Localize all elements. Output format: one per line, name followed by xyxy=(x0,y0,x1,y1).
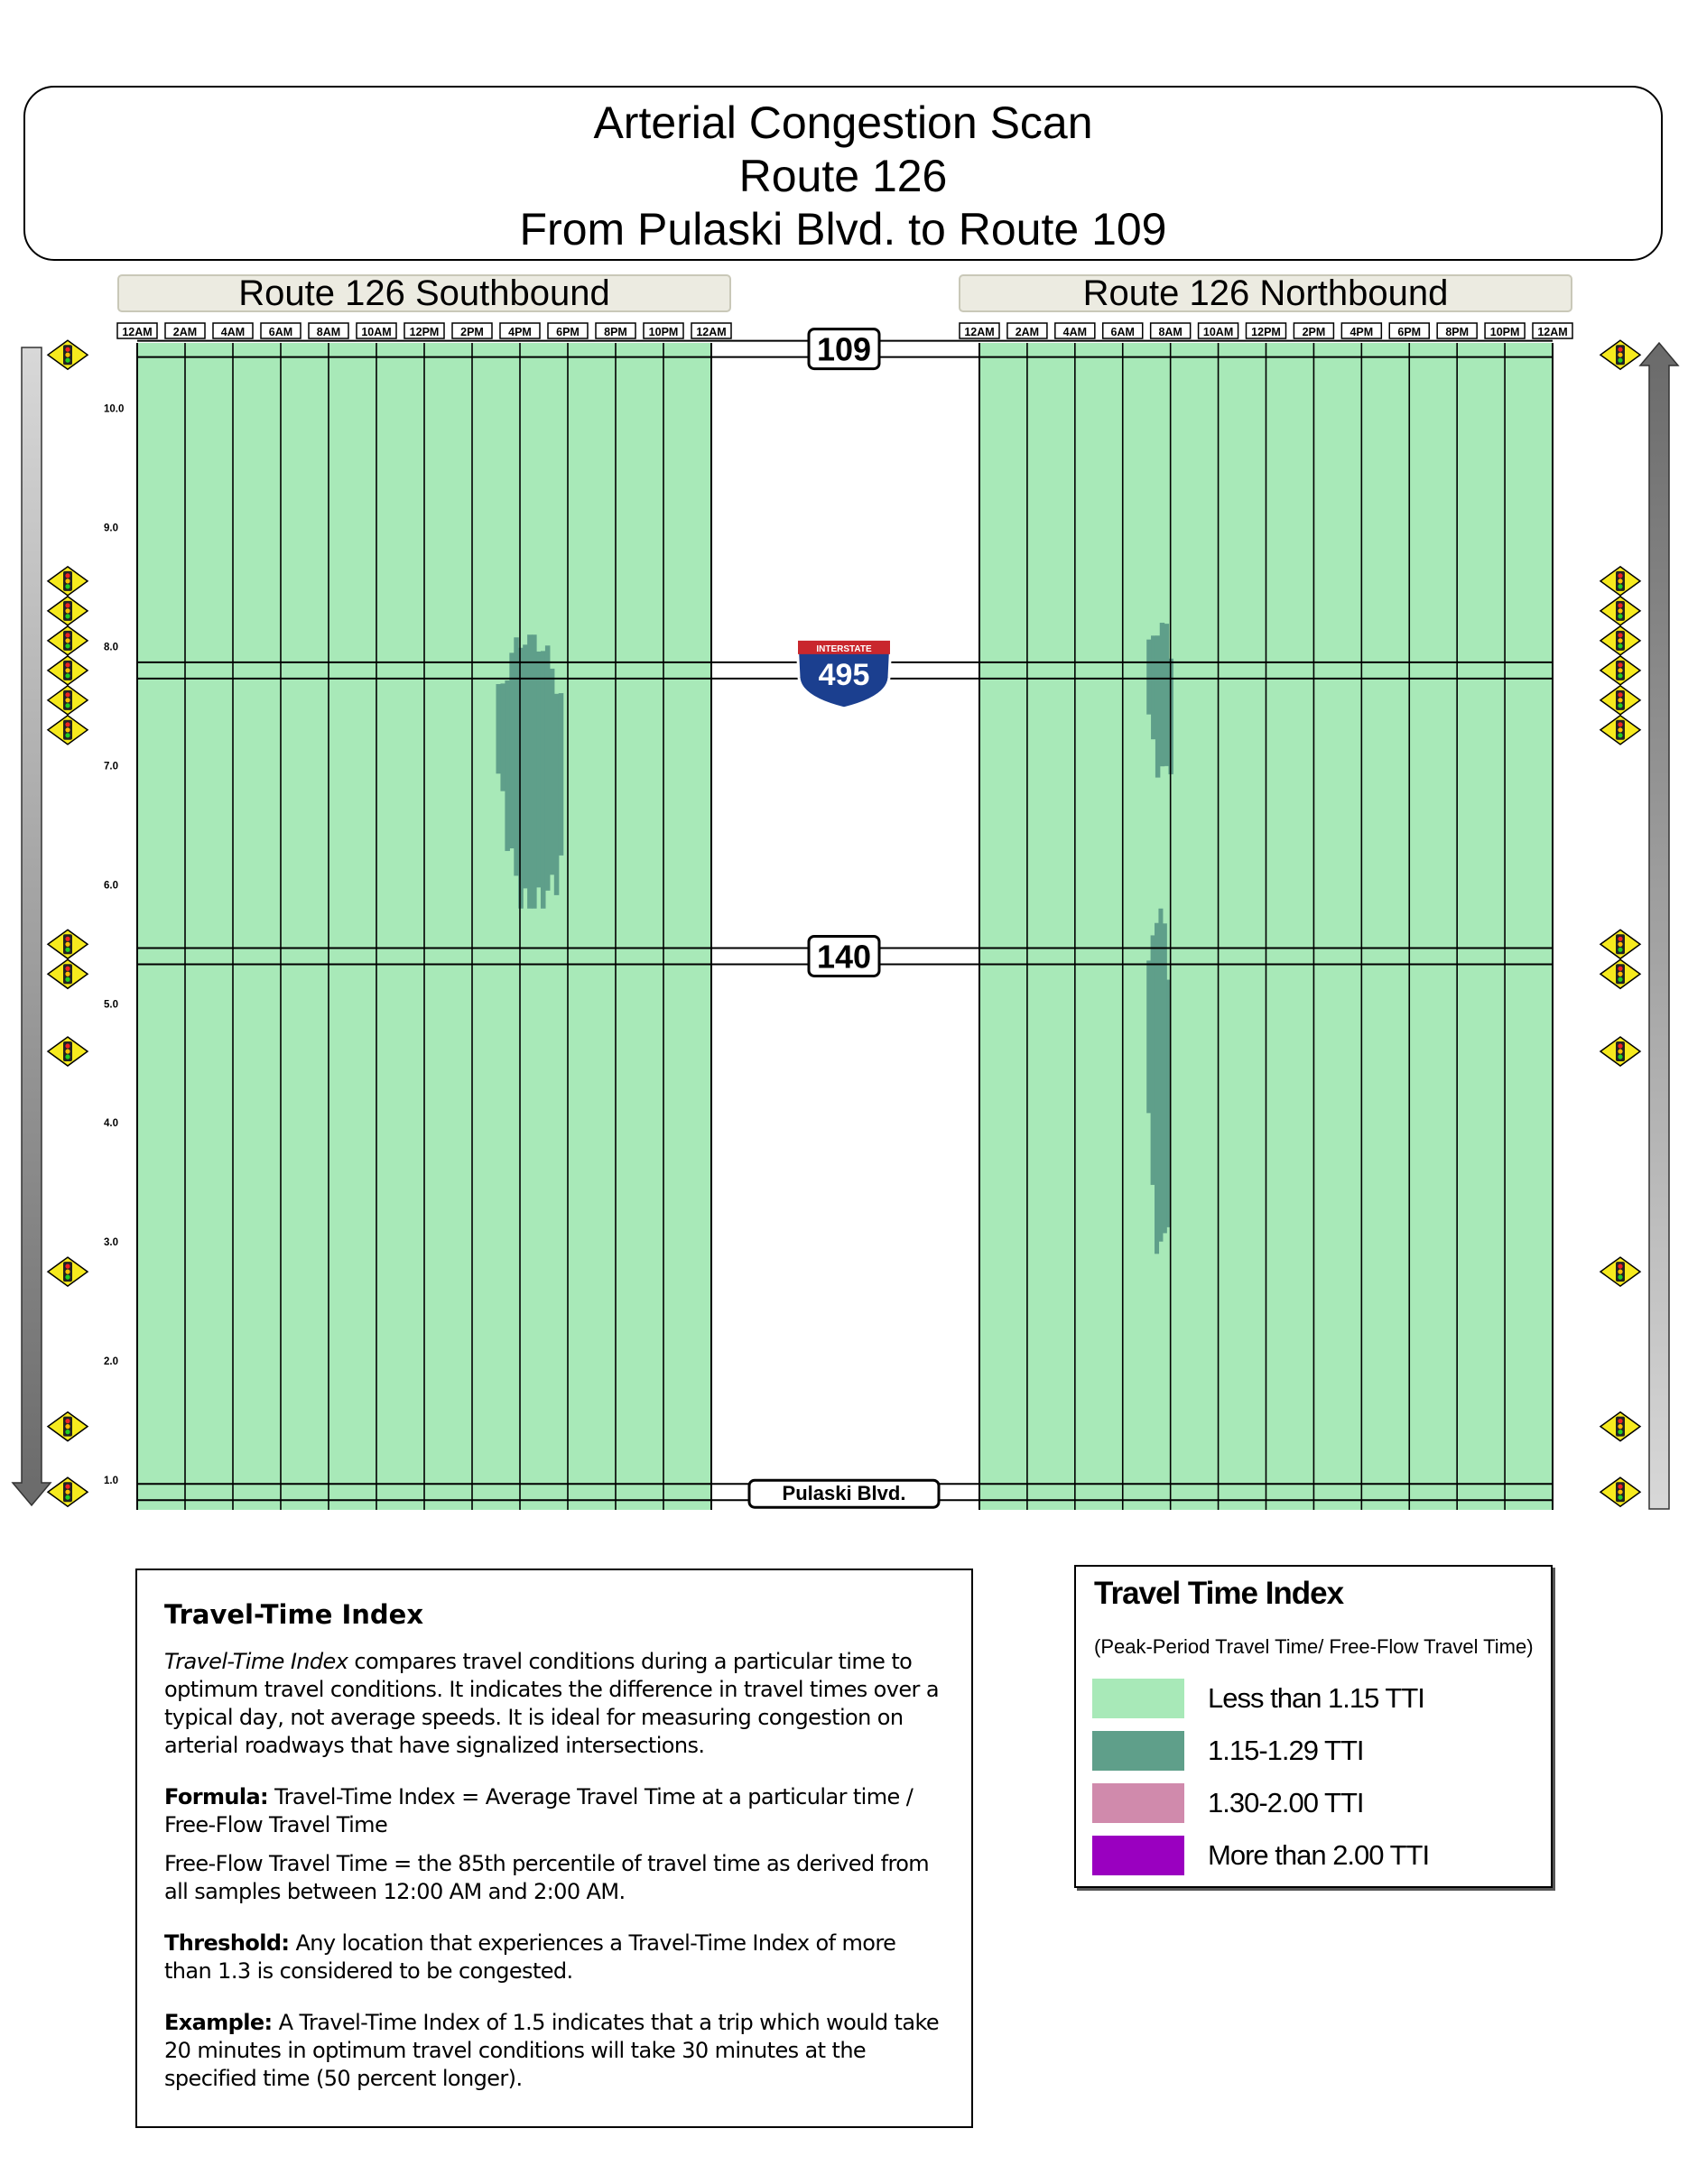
congestion-cell xyxy=(536,652,542,887)
signal-yellow-lamp xyxy=(1618,727,1622,732)
signal-red-lamp xyxy=(65,573,70,578)
signal-red-lamp xyxy=(65,722,70,726)
signal-red-lamp xyxy=(1618,937,1622,941)
extent-title: From Pulaski Blvd. to Route 109 xyxy=(519,204,1167,254)
mile-tick-label: 9.0 xyxy=(104,523,118,534)
congestion-cell xyxy=(550,669,555,875)
congestion-cell xyxy=(523,644,528,888)
traffic-signal-icon xyxy=(1600,597,1640,625)
signal-red-lamp xyxy=(65,692,70,697)
time-tick-label: 4PM xyxy=(508,326,532,338)
congestion-cell xyxy=(1155,635,1160,777)
time-tick-label: 12AM xyxy=(1537,326,1568,338)
time-tick-label: 4AM xyxy=(220,326,246,338)
signal-red-lamp xyxy=(1618,662,1622,667)
time-tick-label: 4AM xyxy=(1062,326,1088,338)
page-title: Arterial Congestion Scan xyxy=(593,97,1093,148)
signal-yellow-lamp xyxy=(1618,972,1622,976)
time-tick-label: 8AM xyxy=(1158,326,1183,338)
description-term: Travel-Time Index xyxy=(164,1649,348,1674)
route-140-shield xyxy=(809,936,879,976)
legend-swatch xyxy=(1092,1731,1184,1771)
signal-green-lamp xyxy=(1618,1275,1622,1280)
mile-tick-label: 5.0 xyxy=(104,999,118,1011)
signal-yellow-lamp xyxy=(1618,1490,1622,1495)
signal-red-lamp xyxy=(1618,967,1622,971)
signal-yellow-lamp xyxy=(1618,578,1622,583)
mile-tick-label: 6.0 xyxy=(104,880,118,892)
signal-green-lamp xyxy=(1618,733,1622,737)
signal-red-lamp xyxy=(65,937,70,941)
traffic-signal-icon xyxy=(1600,1477,1640,1506)
time-tick-label: 2PM xyxy=(460,326,484,338)
threshold-paragraph xyxy=(164,1930,944,1985)
signal-green-lamp xyxy=(65,584,70,588)
time-tick-label: 12PM xyxy=(1251,326,1281,338)
mile-tick-label: 10.0 xyxy=(104,403,125,415)
signal-yellow-lamp xyxy=(1618,1270,1622,1274)
congestion-cell xyxy=(500,683,505,791)
example-label: Example: xyxy=(164,2010,273,2035)
traffic-signal-icon xyxy=(48,930,88,958)
congestion-cell xyxy=(545,645,551,891)
signal-green-lamp xyxy=(1618,614,1622,618)
traffic-signal-icon xyxy=(1600,567,1640,596)
traffic-signal-icon xyxy=(1600,626,1640,655)
time-tick-label: 4PM xyxy=(1349,326,1374,338)
time-tick-label: 12PM xyxy=(409,326,440,338)
legend-label: 1.30-2.00 TTI xyxy=(1208,1787,1364,1818)
traffic-signal-icon xyxy=(1600,716,1640,745)
signal-green-lamp xyxy=(1618,703,1622,708)
signal-red-lamp xyxy=(65,633,70,637)
example-text: A Travel-Time Index of 1.5 indicates that a trip which would take 20 minutes in optimum travel conditions will take 30 minutes at the specified time (50 percent longer). xyxy=(164,2010,940,2091)
traffic-signal-icon xyxy=(48,1412,88,1441)
traffic-signal-icon xyxy=(1600,656,1640,685)
signal-yellow-lamp xyxy=(65,1490,70,1495)
traffic-signal-icon xyxy=(1600,1037,1640,1066)
tti-legend xyxy=(1074,1565,1553,1888)
traffic-signal-icon xyxy=(48,597,88,625)
signal-red-lamp xyxy=(65,967,70,971)
time-tick-label: 12AM xyxy=(696,326,727,338)
interstate-number: 495 xyxy=(818,657,870,692)
traffic-signal-icon xyxy=(48,1477,88,1506)
legend-label: Less than 1.15 TTI xyxy=(1208,1682,1424,1714)
signal-yellow-lamp xyxy=(1618,942,1622,947)
signal-red-lamp xyxy=(65,662,70,667)
time-tick-label: 8PM xyxy=(604,326,627,338)
traffic-signal-icon xyxy=(1600,1257,1640,1286)
signal-green-lamp xyxy=(65,1430,70,1434)
northbound-panel-header: Route 126 Northbound xyxy=(959,274,1572,312)
time-tick-label: 2AM xyxy=(1015,326,1040,338)
congestion-cell xyxy=(1160,623,1164,766)
congestion-cell xyxy=(541,651,546,908)
mile-tick-label: 1.0 xyxy=(104,1476,118,1487)
signal-red-lamp xyxy=(65,1264,70,1269)
signal-red-lamp xyxy=(65,603,70,607)
legend-label: 1.15-1.29 TTI xyxy=(1208,1735,1364,1766)
mile-tick-label: 3.0 xyxy=(104,1237,118,1249)
time-tick-label: 2AM xyxy=(172,326,198,338)
signal-red-lamp xyxy=(1618,573,1622,578)
congestion-cell xyxy=(532,634,537,908)
congestion-cell xyxy=(514,637,519,875)
route-title: Route 126 xyxy=(738,151,948,201)
signal-yellow-lamp xyxy=(1618,1424,1622,1429)
signal-yellow-lamp xyxy=(65,972,70,976)
legend-label: More than 2.00 TTI xyxy=(1208,1839,1430,1871)
signal-green-lamp xyxy=(65,1495,70,1500)
time-tick-label: 12AM xyxy=(122,326,153,338)
traffic-signal-icon xyxy=(48,567,88,596)
time-tick-label: 8AM xyxy=(316,326,341,338)
northbound-panel xyxy=(960,323,1572,1510)
tti-description-box xyxy=(135,1569,973,2128)
congestion-cell xyxy=(1146,640,1151,715)
traffic-signal-icon xyxy=(1600,930,1640,958)
signal-yellow-lamp xyxy=(1618,668,1622,672)
signal-green-lamp xyxy=(1618,948,1622,952)
signal-green-lamp xyxy=(65,977,70,982)
signal-red-lamp xyxy=(1618,1264,1622,1269)
signal-yellow-lamp xyxy=(65,727,70,732)
pulaski-blvd-label: Pulaski Blvd. xyxy=(782,1482,906,1505)
time-tick-label: 6AM xyxy=(268,326,293,338)
northbound-direction-arrow-icon xyxy=(1640,343,1678,1509)
signal-green-lamp xyxy=(65,643,70,648)
traffic-signal-icon xyxy=(1600,959,1640,988)
signal-yellow-lamp xyxy=(65,608,70,613)
signal-green-lamp xyxy=(65,703,70,708)
formula-label: Formula: xyxy=(164,1784,269,1809)
legend-swatch xyxy=(1092,1679,1184,1718)
southbound-panel xyxy=(117,323,731,1510)
signal-yellow-lamp xyxy=(65,638,70,643)
signal-green-lamp xyxy=(1618,673,1622,678)
traffic-signal-icon xyxy=(48,959,88,988)
traffic-signal-icon xyxy=(1600,1412,1640,1441)
signal-red-lamp xyxy=(1618,347,1622,352)
congestion-cell xyxy=(527,634,533,908)
formula-paragraph xyxy=(164,1783,944,1839)
congestion-cell xyxy=(509,652,515,848)
signal-yellow-lamp xyxy=(1618,638,1622,643)
time-tick-label: 6AM xyxy=(1110,326,1135,338)
threshold-text: Any location that experiences a Travel-Time Index of more than 1.3 is considered to be congested. xyxy=(164,1930,896,1984)
traffic-signal-icon xyxy=(48,686,88,715)
interstate-word: INTERSTATE xyxy=(816,643,872,654)
congestion-cell xyxy=(554,694,560,895)
route-109-shield-label: 109 xyxy=(816,330,872,368)
congestion-cell xyxy=(496,684,502,773)
signal-yellow-lamp xyxy=(1618,698,1622,702)
interstate-495-shield xyxy=(797,641,891,708)
congestion-cell xyxy=(505,680,510,851)
signal-red-lamp xyxy=(1618,1419,1622,1423)
traffic-signal-icon xyxy=(1600,686,1640,715)
traffic-signal-icon xyxy=(48,340,88,369)
time-tick-label: 2PM xyxy=(1302,326,1326,338)
time-tick-label: 10AM xyxy=(361,326,392,338)
signal-red-lamp xyxy=(1618,1043,1622,1048)
time-tick-label: 10AM xyxy=(1202,326,1234,338)
signal-yellow-lamp xyxy=(65,578,70,583)
legend-swatch xyxy=(1092,1783,1184,1823)
time-tick-label: 10PM xyxy=(1489,326,1520,338)
signal-red-lamp xyxy=(1618,722,1622,726)
time-tick-label: 10PM xyxy=(648,326,679,338)
mile-tick-label: 8.0 xyxy=(104,642,118,653)
traffic-signal-icon xyxy=(48,626,88,655)
description-paragraph xyxy=(164,1648,944,1760)
signal-green-lamp xyxy=(65,948,70,952)
signal-yellow-lamp xyxy=(65,668,70,672)
traffic-signal-icon xyxy=(48,1037,88,1066)
signal-green-lamp xyxy=(1618,643,1622,648)
signal-red-lamp xyxy=(1618,633,1622,637)
traffic-signal-icon xyxy=(48,1257,88,1286)
time-tick-label: 12AM xyxy=(964,326,995,338)
legend-title: Travel Time Index xyxy=(1094,1576,1344,1611)
signal-red-lamp xyxy=(1618,603,1622,607)
mile-tick-label: 4.0 xyxy=(104,1118,118,1130)
signal-yellow-lamp xyxy=(65,1049,70,1053)
time-tick-label: 6PM xyxy=(1397,326,1422,338)
southbound-direction-arrow-icon xyxy=(13,347,51,1505)
congestion-cell xyxy=(1164,624,1169,766)
congestion-cell xyxy=(1151,935,1155,1185)
signal-green-lamp xyxy=(65,614,70,618)
signal-green-lamp xyxy=(1618,1495,1622,1500)
signal-green-lamp xyxy=(1618,977,1622,982)
signal-green-lamp xyxy=(65,1275,70,1280)
southbound-panel-header: Route 126 Southbound xyxy=(117,274,731,312)
signal-red-lamp xyxy=(65,1485,70,1489)
signal-yellow-lamp xyxy=(1618,608,1622,613)
signal-yellow-lamp xyxy=(65,698,70,702)
congestion-cell xyxy=(1163,923,1167,1233)
signal-green-lamp xyxy=(1618,584,1622,588)
signal-yellow-lamp xyxy=(65,1424,70,1429)
traffic-signal-icon xyxy=(48,656,88,685)
congestion-cell xyxy=(518,648,524,909)
signal-green-lamp xyxy=(65,1054,70,1059)
congestion-cell xyxy=(559,693,564,856)
congestion-cell xyxy=(1146,960,1151,1113)
time-tick-label: 8PM xyxy=(1445,326,1470,338)
signal-yellow-lamp xyxy=(1618,1049,1622,1053)
signal-yellow-lamp xyxy=(1618,353,1622,357)
legend-swatch xyxy=(1092,1836,1184,1875)
signal-red-lamp xyxy=(1618,1485,1622,1489)
signal-red-lamp xyxy=(65,1419,70,1423)
description-text: compares travel conditions during a particular time to optimum travel conditions. It indicates the difference in travel times over a typical day, not average speeds. It is ideal for measuring congestion on arterial roadways that have signalized intersections. xyxy=(164,1649,939,1758)
congestion-cell xyxy=(1151,635,1155,739)
traffic-signal-icon xyxy=(48,716,88,745)
example-paragraph xyxy=(164,2009,944,2093)
route-140-shield-label: 140 xyxy=(816,938,872,976)
congestion-cell xyxy=(1155,923,1159,1254)
freeflow-paragraph: Free-Flow Travel Time = the 85th percentile of travel time as derived from all samples between 12:00 AM and 2:00 AM. xyxy=(164,1851,930,1904)
threshold-label: Threshold: xyxy=(164,1930,290,1956)
signal-yellow-lamp xyxy=(65,942,70,947)
congestion-cell xyxy=(1158,909,1163,1242)
time-tick-label: 6PM xyxy=(556,326,580,338)
signal-red-lamp xyxy=(65,347,70,352)
route-109-shield xyxy=(809,329,879,369)
signal-red-lamp xyxy=(1618,692,1622,697)
signal-red-lamp xyxy=(65,1043,70,1048)
mile-tick-label: 2.0 xyxy=(104,1356,118,1368)
signal-green-lamp xyxy=(1618,1430,1622,1434)
signal-green-lamp xyxy=(65,358,70,363)
signal-yellow-lamp xyxy=(65,353,70,357)
traffic-signal-icon xyxy=(1600,340,1640,369)
formula-text: Travel-Time Index = Average Travel Time at a particular time / Free-Flow Travel Time xyxy=(164,1784,914,1837)
legend-subtitle: (Peak-Period Travel Time/ Free-Flow Travel Time) xyxy=(1094,1635,1534,1658)
mile-tick-label: 7.0 xyxy=(104,761,118,773)
signal-green-lamp xyxy=(65,733,70,737)
signal-green-lamp xyxy=(1618,1054,1622,1059)
description-title: Travel-Time Index xyxy=(164,1599,424,1630)
signal-green-lamp xyxy=(65,673,70,678)
pulaski-blvd-label-box xyxy=(749,1480,939,1507)
signal-green-lamp xyxy=(1618,358,1622,363)
signal-yellow-lamp xyxy=(65,1270,70,1274)
